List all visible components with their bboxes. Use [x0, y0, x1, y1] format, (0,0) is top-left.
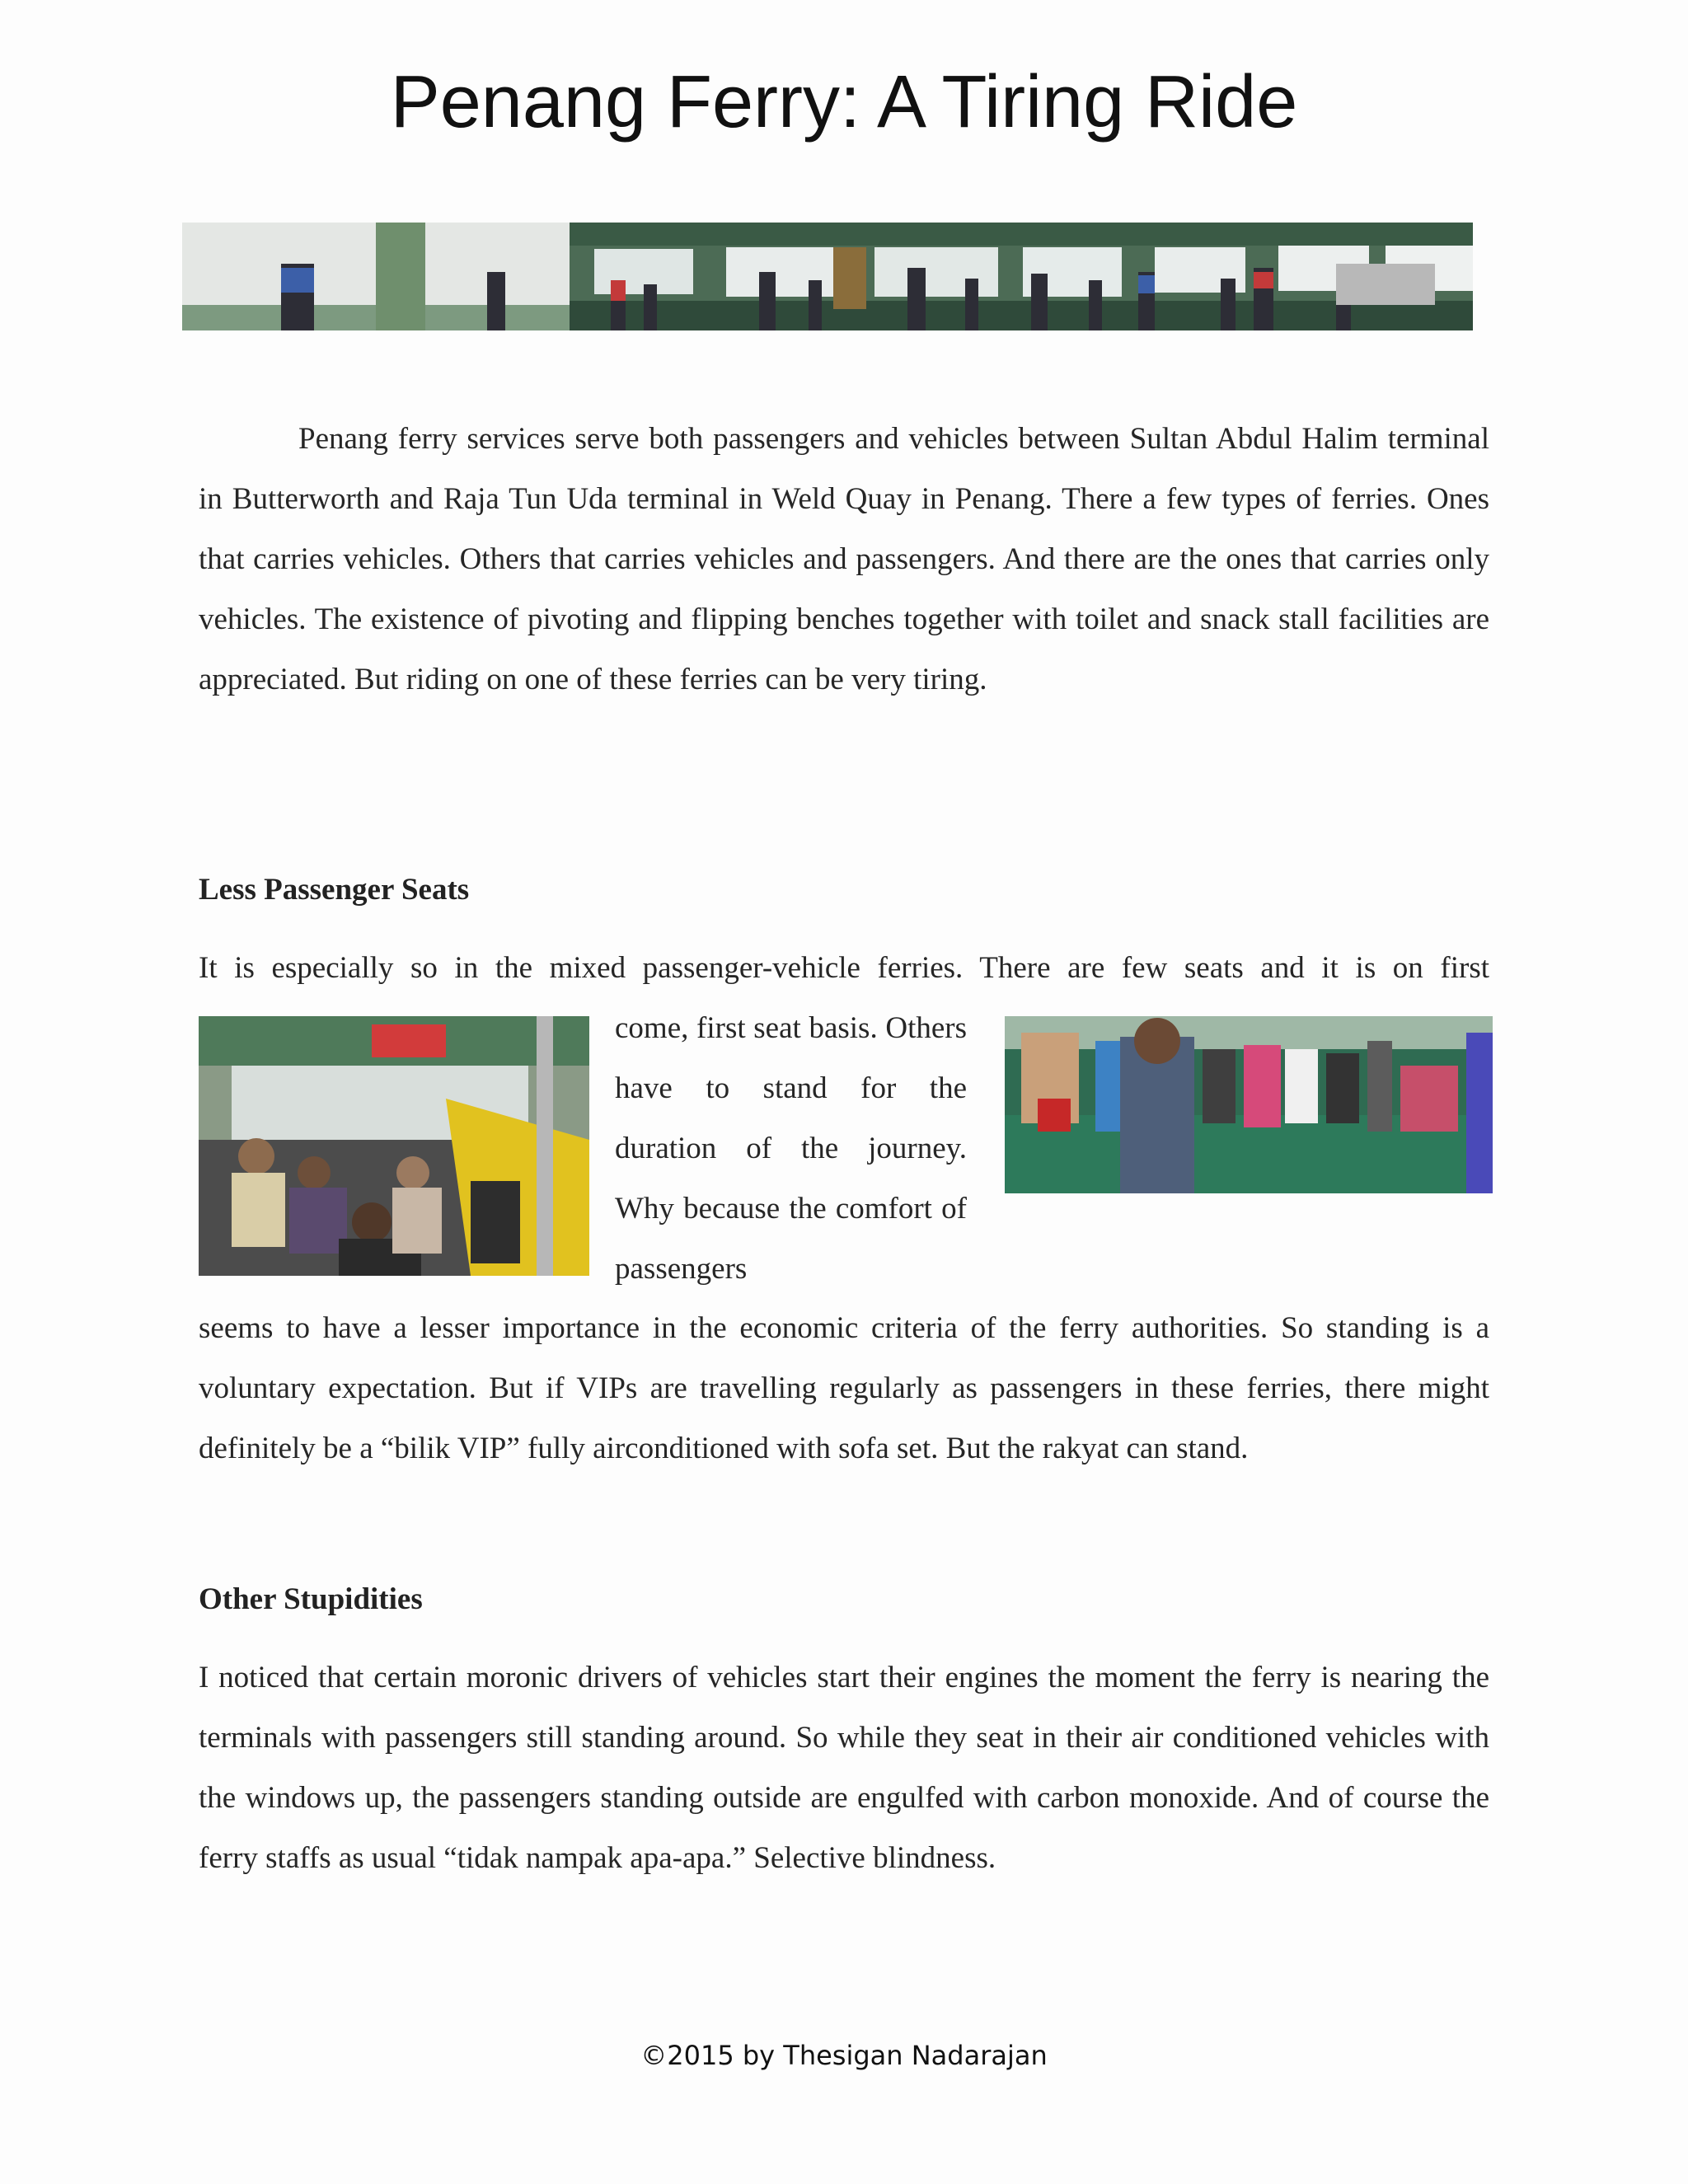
section1-wrapped-text: come, first seat basis. Others have to stand for the duration of the journey. Why because the comfort of passengers — [615, 1011, 967, 1286]
section-heading-less-passenger-seats: Less Passenger Seats — [199, 873, 470, 907]
seated-passengers-photo — [199, 1016, 589, 1276]
section2-body: I noticed that certain moronic drivers of vehicles start their engines the moment the ferry is nearing the terminals with passengers still standing around. So while they seat in their air conditioned vehicles with the windows up, the passengers standing outside are engulfed with carbon monoxide. And of course the ferry staffs as usual “tidak nampak apa-apa.” Selective blindness. — [199, 1661, 1489, 1875]
section1-first-line: It is especially so in the mixed passenger-vehicle ferries. There are few seats and it is on first — [199, 951, 1489, 985]
ferry-deck-panorama-photo — [182, 223, 1473, 330]
intro-paragraph: Penang ferry services serve both passengers and vehicles between Sultan Abdul Halim terminal in Butterworth and Raja Tun Uda terminal in Weld Quay in Penang. There a few types of ferries. Ones that carries vehicles. Others that carries vehicles and passengers. And there are the ones that carries only vehicles. The existence of pivoting and flipping benches together with toilet and snack stall facilities are appreciated. But riding on one of these ferries can be very tiring. — [199, 422, 1489, 696]
section1-body: seems to have a lesser importance in the economic criteria of the ferry authorities. So standing is a voluntary expectation. But if VIPs are travelling regularly as passengers in these ferries, there might definitely be a “bilik VIP” fully airconditioned with sofa set. But the rakyat can stand. — [199, 1311, 1489, 1465]
copyright-footer: ©2015 by Thesigan Nadarajan — [640, 2040, 1048, 2071]
page-title: Penang Ferry: A Tiring Ride — [390, 61, 1298, 143]
section-heading-other-stupidities: Other Stupidities — [199, 1582, 423, 1616]
standing-passengers-photo — [1005, 1016, 1493, 1193]
